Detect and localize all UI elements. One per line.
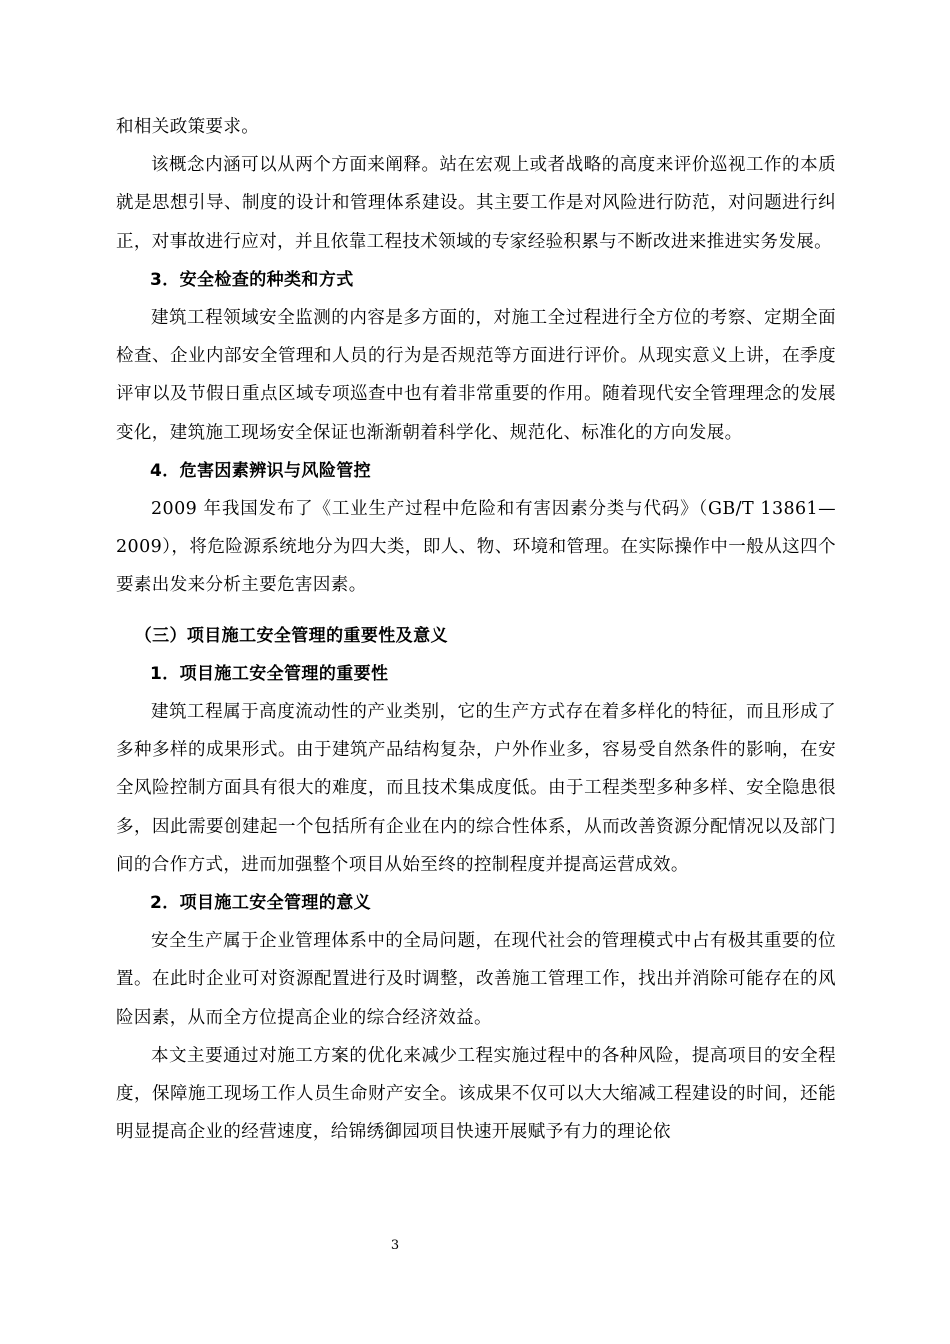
heading-significance: 2．项目施工安全管理的意义	[150, 893, 372, 914]
paragraph-hazard-standard: 2009 年我国发布了《工业生产过程中危险和有害因素分类与代码》（GB/T 13861—2009），将危险源系统地分为四大类，即人、物、环境和管理。在实际操作中一般从这四个要素出发来分析主要危害因素。	[116, 499, 836, 596]
page-number: 3	[390, 1238, 400, 1253]
heading-safety-inspection-types: 3．安全检查的种类和方式	[150, 269, 354, 290]
paragraph-concept-connotation: 该概念内涵可以从两个方面来阐释。站在宏观上或者战略的高度来评价巡视工作的本质就是思想引导、制度的设计和管理体系建设。其主要工作是对风险进行防范，对问题进行纠正，对事故进行应对，并且依靠工程技术领域的专家经验积累与不断改进来推进实务发展。	[116, 155, 836, 252]
heading-importance: 1．项目施工安全管理的重要性	[150, 663, 389, 684]
section-heading-importance-significance: （三）项目施工安全管理的重要性及意义	[134, 625, 448, 646]
paragraph-policy-requirements: 和相关政策要求。	[116, 117, 260, 137]
paragraph-importance: 建筑工程属于高度流动性的产业类别，它的生产方式存在着多样化的特征，而且形成了多种多样的成果形式。由于建筑产品结构复杂，户外作业多，容易受自然条件的影响，在安全风险控制方面具有很大的难度，而且技术集成度低。由于工程类型多种多样、安全隐患很多，因此需要创建起一个包括所有企业在内的综合性体系，从而改善资源分配情况以及部门间的合作方式，进而加强整个项目从始至终的控制程度并提高运营成效。	[116, 702, 836, 875]
paragraph-paper-purpose: 本文主要通过对施工方案的优化来减少工程实施过程中的各种风险，提高项目的安全程度，保障施工现场工作人员生命财产安全。该成果不仅可以大大缩减工程建设的时间，还能明显提高企业的经营速度，给锦绣御园项目快速开展赋予有力的理论依	[116, 1045, 836, 1143]
document-body	[116, 108, 836, 1151]
paragraph-safety-monitoring: 建筑工程领域安全监测的内容是多方面的，对施工全过程进行全方位的考察、定期全面检查、企业内部安全管理和人员的行为是否规范等方面进行评价。从现实意义上讲，在季度评审以及节假日重点区域专项巡查中也有着非常重要的作用。随着现代安全管理理念的发展变化，建筑施工现场安全保证也渐渐朝着科学化、规范化、标准化的方向发展。	[116, 308, 836, 443]
heading-hazard-identification: 4．危害因素辨识与风险管控	[150, 460, 372, 481]
paragraph-significance: 安全生产属于企业管理体系中的全局问题，在现代社会的管理模式中占有极其重要的位置。在此时企业可对资源配置进行及时调整，改善施工管理工作，找出并消除可能存在的风险因素，从而全方位提高企业的综合经济效益。	[116, 931, 836, 1028]
